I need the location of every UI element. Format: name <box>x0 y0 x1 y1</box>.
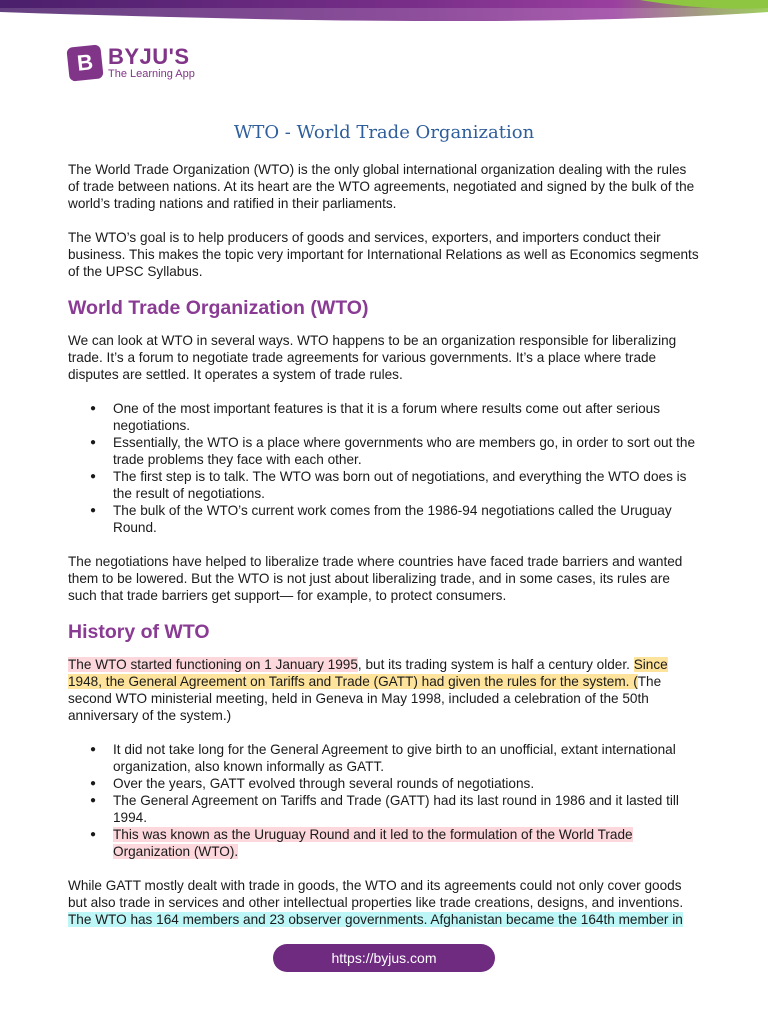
section-heading-wto: World Trade Organization (WTO) <box>68 297 369 319</box>
list-item: ● Essentially, the WTO is a place where governments who are members go, in order to sort out the trade problems they face with each other. <box>68 434 700 468</box>
intro-paragraph-1: The World Trade Organization (WTO) is the only global international organization dealing with the rules of trade between nations. At its heart are the WTO agreements, negotiated and signed by the bulk of the world’s trading nations and ratified in their parliaments. <box>68 162 695 211</box>
history-bullet-list <box>68 741 700 860</box>
logo-name: BYJU'S <box>108 44 190 69</box>
section1-bullet-list <box>68 400 700 536</box>
document-title: WTO - World Trade Organization <box>233 122 535 143</box>
list-item: ● The bulk of the WTO’s current work comes from the 1986-94 negotiations called the Uruguay Round. <box>68 502 700 536</box>
top-decorative-band <box>0 0 768 22</box>
list-item: ● It did not take long for the General Agreement to give birth to an unofficial, extant international organization, also known informally as GATT. <box>68 741 700 775</box>
byjus-logo <box>68 46 195 80</box>
section-heading-history: History of WTO <box>68 621 210 643</box>
list-item: ● Over the years, GATT evolved through several rounds of negotiations. <box>68 775 700 792</box>
section1-closing-paragraph: The negotiations have helped to liberalize trade where countries have faced trade barriers and wanted them to be lowered. But the WTO is not just about liberalizing trade, and in some cases, its rules are such that trade barriers get support— for example, to protect consumers. <box>68 554 683 603</box>
list-item: ● The General Agreement on Tariffs and Trade (GATT) had its last round in 1986 and it lasted till 1994. <box>68 792 700 826</box>
logo-mark: B <box>66 44 103 81</box>
highlight-pink: The WTO started functioning on 1 January 1995 <box>68 657 358 672</box>
list-item: ● One of the most important features is that it is a forum where results come out after serious negotiations. <box>68 400 700 434</box>
history-paragraph-1: The WTO started functioning on 1 January 1995, but its trading system is half a century older. Since 1948, the General Agreement on Tariffs and Trade (GATT) had given the rules for the system. (The second WTO ministerial meeting, held in Geneva in May 1998, included a celebration of the 50th anniversary of the system.) <box>68 657 668 723</box>
highlight-yellow: Since 1948, the General Agreement on Tariffs and Trade (GATT) had given the rules for the system. ( <box>68 657 668 689</box>
document-body <box>68 161 700 928</box>
history-paragraph-2: While GATT mostly dealt with trade in goods, the WTO and its agreements could not only cover goods but also trade in services and other intellectual properties like trade creations, designs, and inventions. The WTO has 164 members and 23 observer governments. Afghanistan became the 164th member in <box>68 878 684 927</box>
list-item-highlighted: ● This was known as the Uruguay Round and it led to the formulation of the World Trade Organization (WTO). <box>68 826 700 860</box>
list-item: ● The first step is to talk. The WTO was born out of negotiations, and everything the WTO does is the result of negotiations. <box>68 468 700 502</box>
highlight-cyan: The WTO has 164 members and 23 observer governments. Afghanistan became the 164th member in <box>68 912 683 927</box>
logo-tagline: The Learning App <box>108 68 195 80</box>
footer-url-link[interactable]: https://byjus.com <box>273 944 495 972</box>
section1-paragraph: We can look at WTO in several ways. WTO happens to be an organization responsible for liberalizing trade. It’s a forum to negotiate trade agreements for various governments. It’s a place where trade disputes are settled. It operates a system of trade rules. <box>68 333 677 382</box>
intro-paragraph-2: The WTO’s goal is to help producers of goods and services, exporters, and importers conduct their business. This makes the topic very important for International Relations as well as Economics segments of the UPSC Syllabus. <box>68 230 699 279</box>
